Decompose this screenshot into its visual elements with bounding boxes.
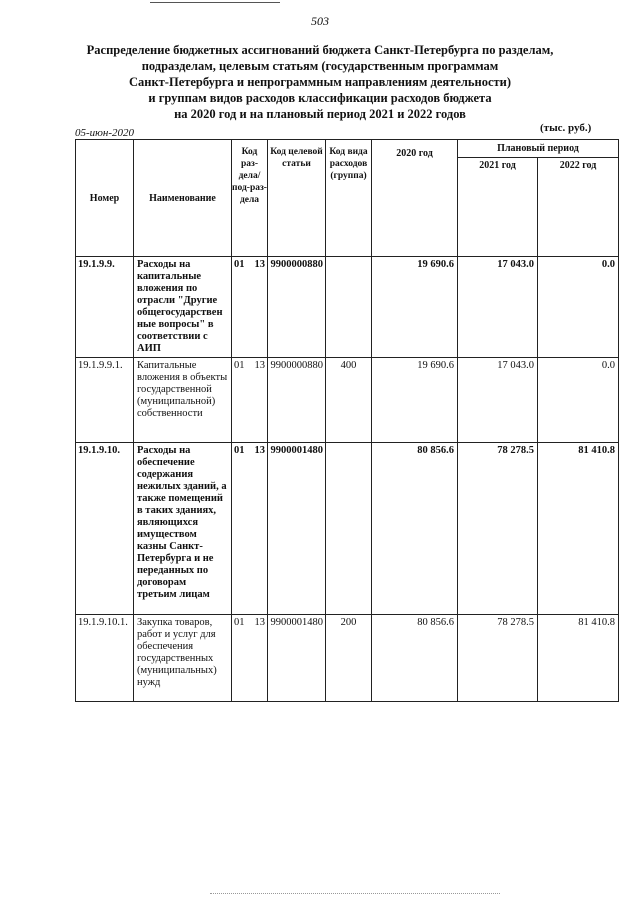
row-name: Капитальные вложения в объекты государственной (муниципальной) собственности <box>134 358 232 443</box>
row-value-2020: 19 690.6 <box>372 358 458 443</box>
section-code: 01 <box>234 445 245 456</box>
subsection-code: 13 <box>254 360 265 371</box>
units-label: (тыс. руб.) <box>540 122 592 134</box>
row-value-2020: 19 690.6 <box>372 257 458 358</box>
row-article: 9900000880 <box>268 358 326 443</box>
budget-table <box>75 139 619 702</box>
row-value-2020: 80 856.6 <box>372 443 458 615</box>
title-line: Санкт-Петербурга и непрограммным направлениям деятельности) <box>128 75 511 89</box>
row-number: 19.1.9.9.1. <box>76 358 134 443</box>
subsection-code: 13 <box>254 445 265 456</box>
row-name: Расходы на обеспечение содержания нежилых зданий, а также помещений в таких зданиях, являющихся имуществом казны Санкт-Петербурга и не переданных по договорам третьим лицам <box>134 443 232 615</box>
row-section <box>232 257 268 358</box>
row-value-2021: 78 278.5 <box>458 615 538 702</box>
table-row <box>76 615 619 702</box>
header-group: Код вида расходов (группа) <box>326 140 372 257</box>
row-group <box>326 443 372 615</box>
title-line: Распределение бюджетных ассигнований бюджета Санкт-Петербурга по разделам, <box>86 43 554 57</box>
row-name: Расходы на капитальные вложения по отрасли "Другие общегосударствен ные вопросы" в соответствии с АИП <box>134 257 232 358</box>
subsection-code: 13 <box>254 617 265 628</box>
title-line: на 2020 год и на плановый период 2021 и 2022 годов <box>174 107 466 121</box>
title-line: подразделам, целевым статьям (государственным программам <box>141 59 499 73</box>
row-value-2022: 81 410.8 <box>538 615 619 702</box>
row-group: 200 <box>326 615 372 702</box>
row-value-2021: 17 043.0 <box>458 257 538 358</box>
document-date: 05-июн-2020 <box>75 127 135 139</box>
section-code: 01 <box>234 259 245 270</box>
header-article: Код целевой статьи <box>268 140 326 257</box>
row-value-2022: 0.0 <box>538 257 619 358</box>
row-name: Закупка товаров, работ и услуг для обеспечения государственных (муниципальных) нужд <box>134 615 232 702</box>
document-title <box>40 42 600 122</box>
row-article: 9900001480 <box>268 615 326 702</box>
row-section <box>232 615 268 702</box>
row-group: 400 <box>326 358 372 443</box>
bottom-edge-mark <box>210 893 500 897</box>
header-2022: 2022 год <box>538 158 619 257</box>
header-section: Код раз-дела/ под-раз-дела <box>232 140 268 257</box>
row-number: 19.1.9.10.1. <box>76 615 134 702</box>
row-section <box>232 443 268 615</box>
top-edge-mark <box>150 2 280 3</box>
row-article: 9900001480 <box>268 443 326 615</box>
table-row <box>76 358 619 443</box>
row-value-2022: 81 410.8 <box>538 443 619 615</box>
row-group <box>326 257 372 358</box>
table-row <box>76 257 619 358</box>
header-name: Наименование <box>134 140 232 257</box>
row-value-2022: 0.0 <box>538 358 619 443</box>
row-number: 19.1.9.10. <box>76 443 134 615</box>
row-value-2020: 80 856.6 <box>372 615 458 702</box>
section-code: 01 <box>234 360 245 371</box>
row-value-2021: 17 043.0 <box>458 358 538 443</box>
row-number: 19.1.9.9. <box>76 257 134 358</box>
header-plan-period: Плановый период <box>458 140 619 158</box>
header-number: Номер <box>76 140 134 257</box>
header-2021: 2021 год <box>458 158 538 257</box>
row-article: 9900000880 <box>268 257 326 358</box>
section-code: 01 <box>234 617 245 628</box>
header-2020: 2020 год <box>372 140 458 257</box>
row-section <box>232 358 268 443</box>
title-line: и группам видов расходов классификации расходов бюджета <box>148 91 492 105</box>
page-number: 503 <box>311 14 329 28</box>
row-value-2021: 78 278.5 <box>458 443 538 615</box>
subsection-code: 13 <box>254 259 265 270</box>
table-row <box>76 443 619 615</box>
